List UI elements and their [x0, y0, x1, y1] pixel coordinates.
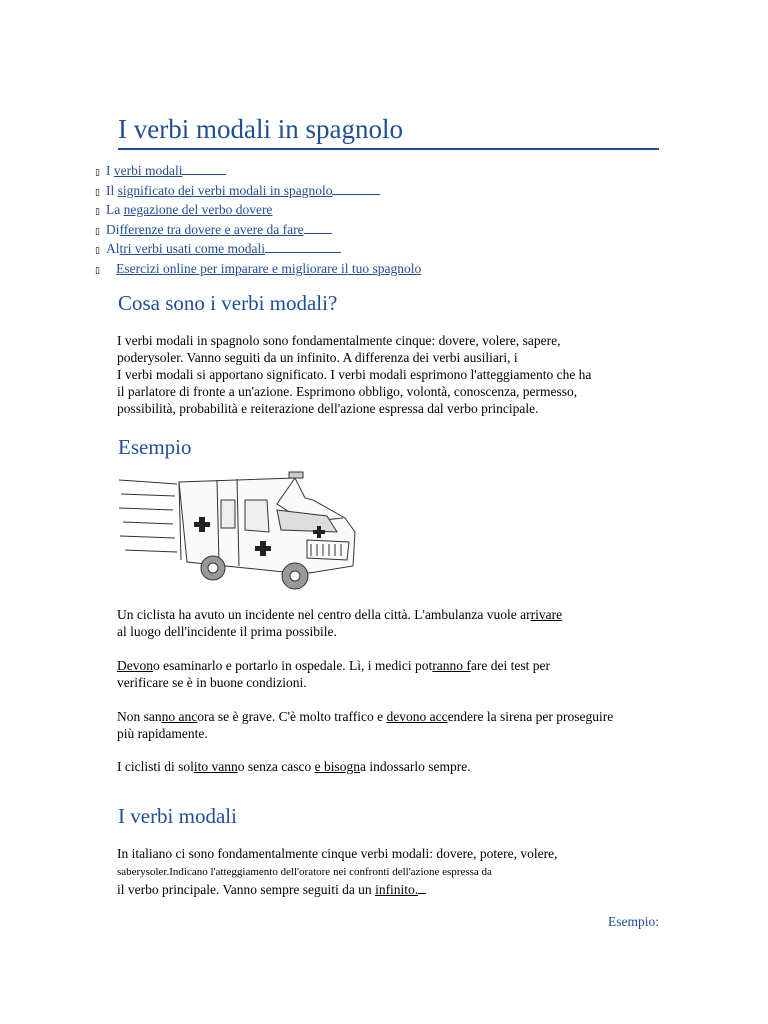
toc-item-2[interactable]: ▯ Il significato dei verbi modali in spagnolo	[95, 182, 421, 202]
section-heading-esempio: Esempio	[118, 435, 192, 459]
toc-item-3[interactable]: ▯ La negazione del verbo dovere	[95, 201, 421, 221]
paragraph-esempio-3: Non sanno ancora se è grave. C'è molto traffico e devono accendere la sirena per proseguire più rapidamente.	[117, 709, 614, 741]
section-heading-verbi: I verbi modali	[118, 804, 237, 828]
bullet-icon: ▯	[95, 264, 100, 275]
bullet-icon: ▯	[95, 167, 100, 177]
paragraph-esempio-1: Un ciclista ha avuto un incidente nel centro della città. L'ambulanza vuole arrivare al luogo dell'incidente il prima possibile.	[117, 607, 563, 639]
section-heading-cosa: Cosa sono i verbi modali?	[118, 291, 338, 315]
table-of-contents	[95, 162, 421, 279]
paragraph-esempio-4: I ciclisti di solito vanno senza casco e bisogna indossarlo sempre.	[117, 759, 471, 774]
bullet-icon: ▯	[95, 186, 100, 197]
paragraph-verbi: In italiano ci sono fondamentalmente cinque verbi modali: dovere, potere, volere, saberysoler.Indicano l'atteggiamento dell'oratore nei confronti dell'azione espressa da il verbo principale. Vanno sempre seguiti da un infinito.	[117, 846, 558, 897]
toc-item-6[interactable]: ▯ Esercizi online per imparare e migliorare il tuo spagnolo	[95, 260, 421, 280]
paragraph-cosa: I verbi modali in spagnolo sono fondamentalmente cinque: dovere, volere, sapere, poderysoler. Vanno seguiti da un infinito. A differenza dei verbi ausiliari, i I verbi modali si apportano significato. I verbi modali esprimono l'atteggiamento che ha il parlatore di fronte a un'azione. Esprimono obbligo, volontà, conoscenza, permesso, possibilità, probabilità e reiterazione dell'azione espressa dal verbo principale.	[117, 333, 592, 416]
esempio-label: Esempio:	[608, 914, 659, 929]
toc-item-5[interactable]: ▯ Altri verbi usati come modali	[95, 240, 421, 260]
page-title: I verbi modali in spagnolo	[118, 112, 659, 150]
toc-item-4[interactable]: ▯ Differenze tra dovere e avere da fare	[95, 221, 421, 241]
ambulance-illustration	[117, 470, 372, 592]
paragraph-esempio-2: Devono esaminarlo e portarlo in ospedale. Lì, i medici potranno fare dei test per verificare se è in buone condizioni.	[117, 658, 550, 690]
bullet-icon: ▯	[95, 206, 100, 216]
toc-item-1[interactable]: ▯ I verbi modali	[95, 162, 421, 182]
bullet-icon: ▯	[95, 225, 100, 236]
bullet-icon: ▯	[95, 245, 100, 255]
